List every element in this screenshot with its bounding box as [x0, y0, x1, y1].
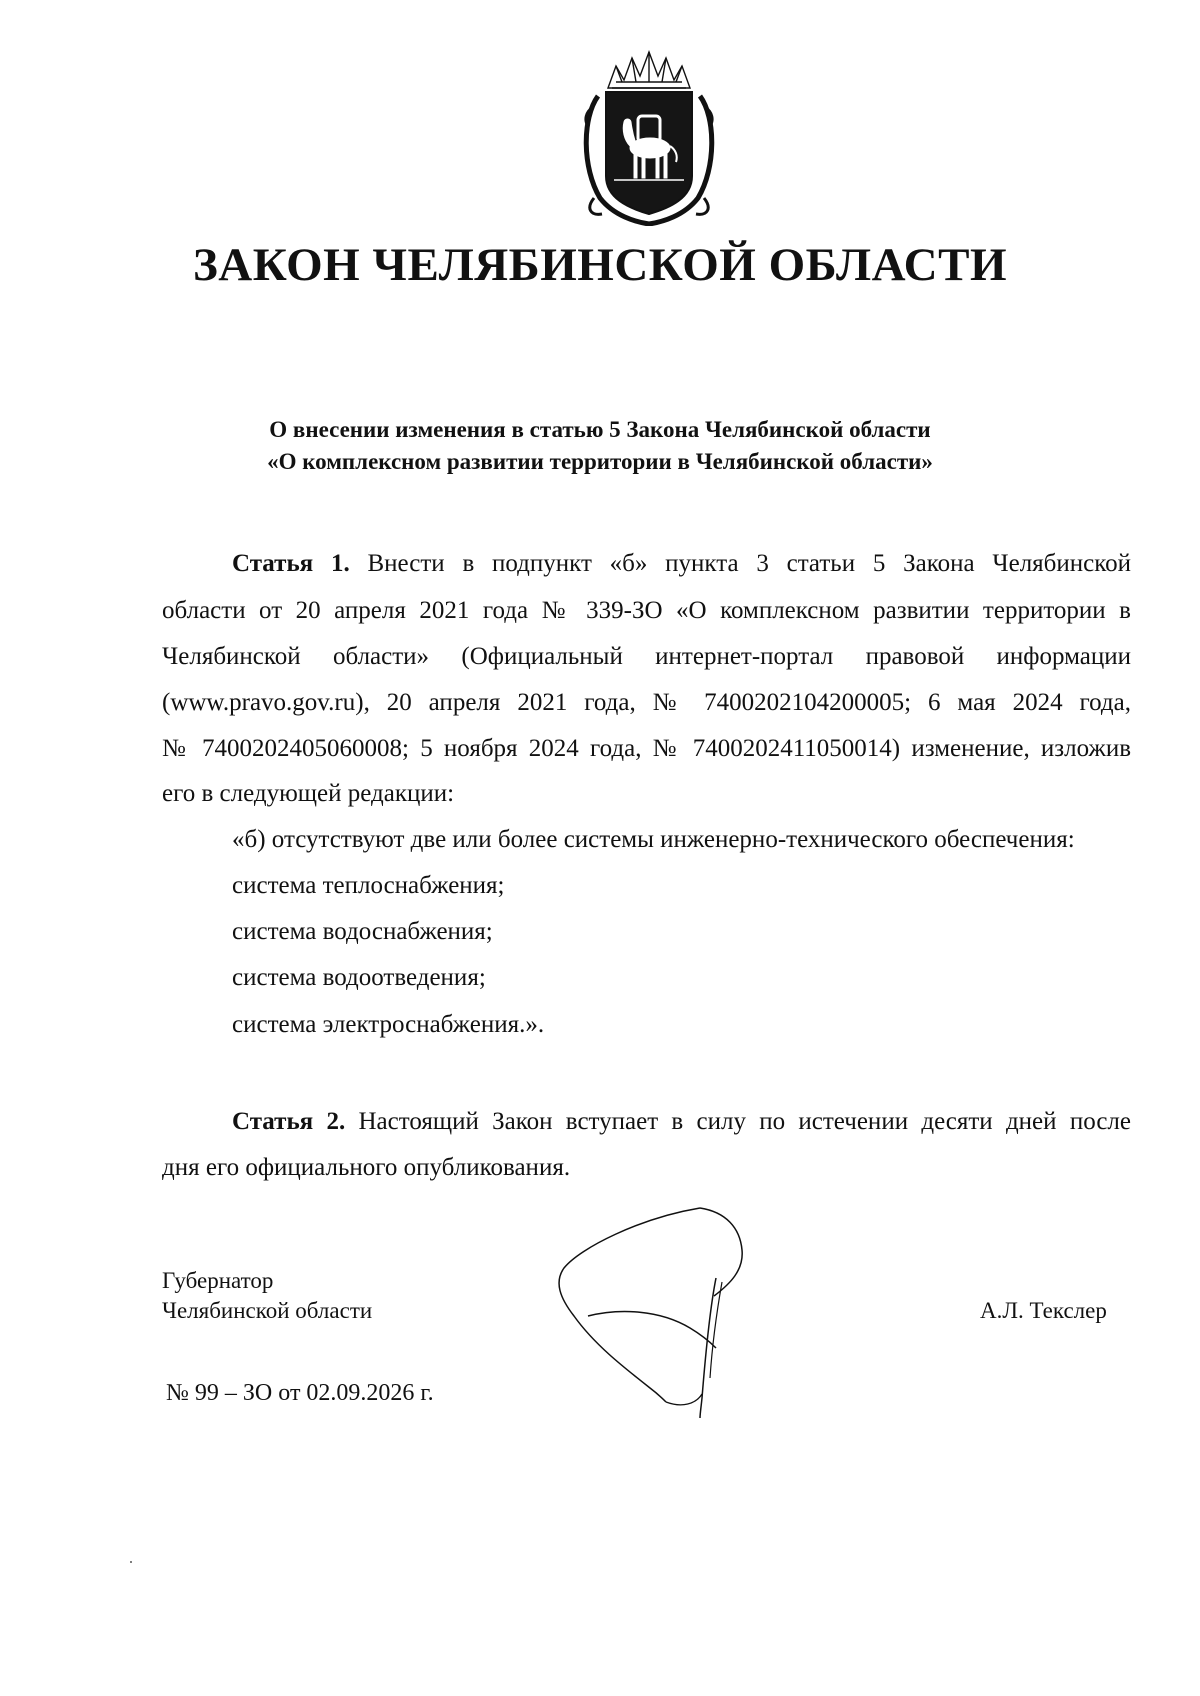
article-1-text-line-4: (www.pravo.gov.ru), 20 апреля 2021 года, № 7400202104200005; 6 мая 2024 года,	[162, 689, 1131, 716]
article-2-label: Статья 2.	[232, 1108, 346, 1135]
article-2-first-line	[232, 1108, 1131, 1136]
article-2-text-line-2: дня его официального опубликования.	[162, 1154, 571, 1181]
signatory-name: А.Л. Текслер	[980, 1298, 1107, 1323]
amendment-list-item: система теплоснабжения;	[232, 872, 505, 899]
scan-speck	[130, 1561, 132, 1563]
coat-of-arms-icon	[578, 48, 720, 226]
article-1-text-line-1: Внести в подпункт «б» пункта 3 статьи 5 Закона Челябинской	[367, 550, 1132, 577]
article-1-text-line-3: Челябинской области» (Официальный интернет-портал правовой информации	[162, 643, 1131, 670]
signatory-position-line-1: Губернатор	[162, 1268, 274, 1293]
article-1-text-line-5: № 7400202405060008; 5 ноября 2024 года, № 7400202411050014) изменение, изложив	[162, 735, 1131, 762]
handwritten-signature-icon	[550, 1198, 750, 1420]
amendment-list-item: система водоснабжения;	[232, 918, 493, 945]
article-1-label: Статья 1.	[232, 550, 350, 577]
law-title: ЗАКОН ЧЕЛЯБИНСКОЙ ОБЛАСТИ	[192, 239, 1008, 291]
amendment-list-item: система электроснабжения.».	[232, 1011, 545, 1038]
law-subtitle-line-2: «О комплексном развитии территории в Челябинской области»	[267, 449, 933, 474]
article-1-first-line	[232, 550, 1131, 578]
amendment-intro: «б) отсутствуют две или более системы инженерно-технического обеспечения:	[232, 826, 1075, 853]
document-number: № 99 – ЗО от 02.09.2026 г.	[166, 1380, 434, 1406]
article-1-text-line-2: области от 20 апреля 2021 года № 339-ЗО «О комплексном развитии территории в	[162, 597, 1131, 624]
article-1-text-line-6: его в следующей редакции:	[162, 780, 455, 807]
amendment-list-item: система водоотведения;	[232, 964, 486, 991]
article-2-text-line-1: Настоящий Закон вступает в силу по истечении десяти дней после	[358, 1108, 1131, 1135]
law-subtitle-line-1: О внесении изменения в статью 5 Закона Челябинской области	[269, 417, 931, 442]
signatory-position-line-2: Челябинской области	[162, 1298, 373, 1323]
